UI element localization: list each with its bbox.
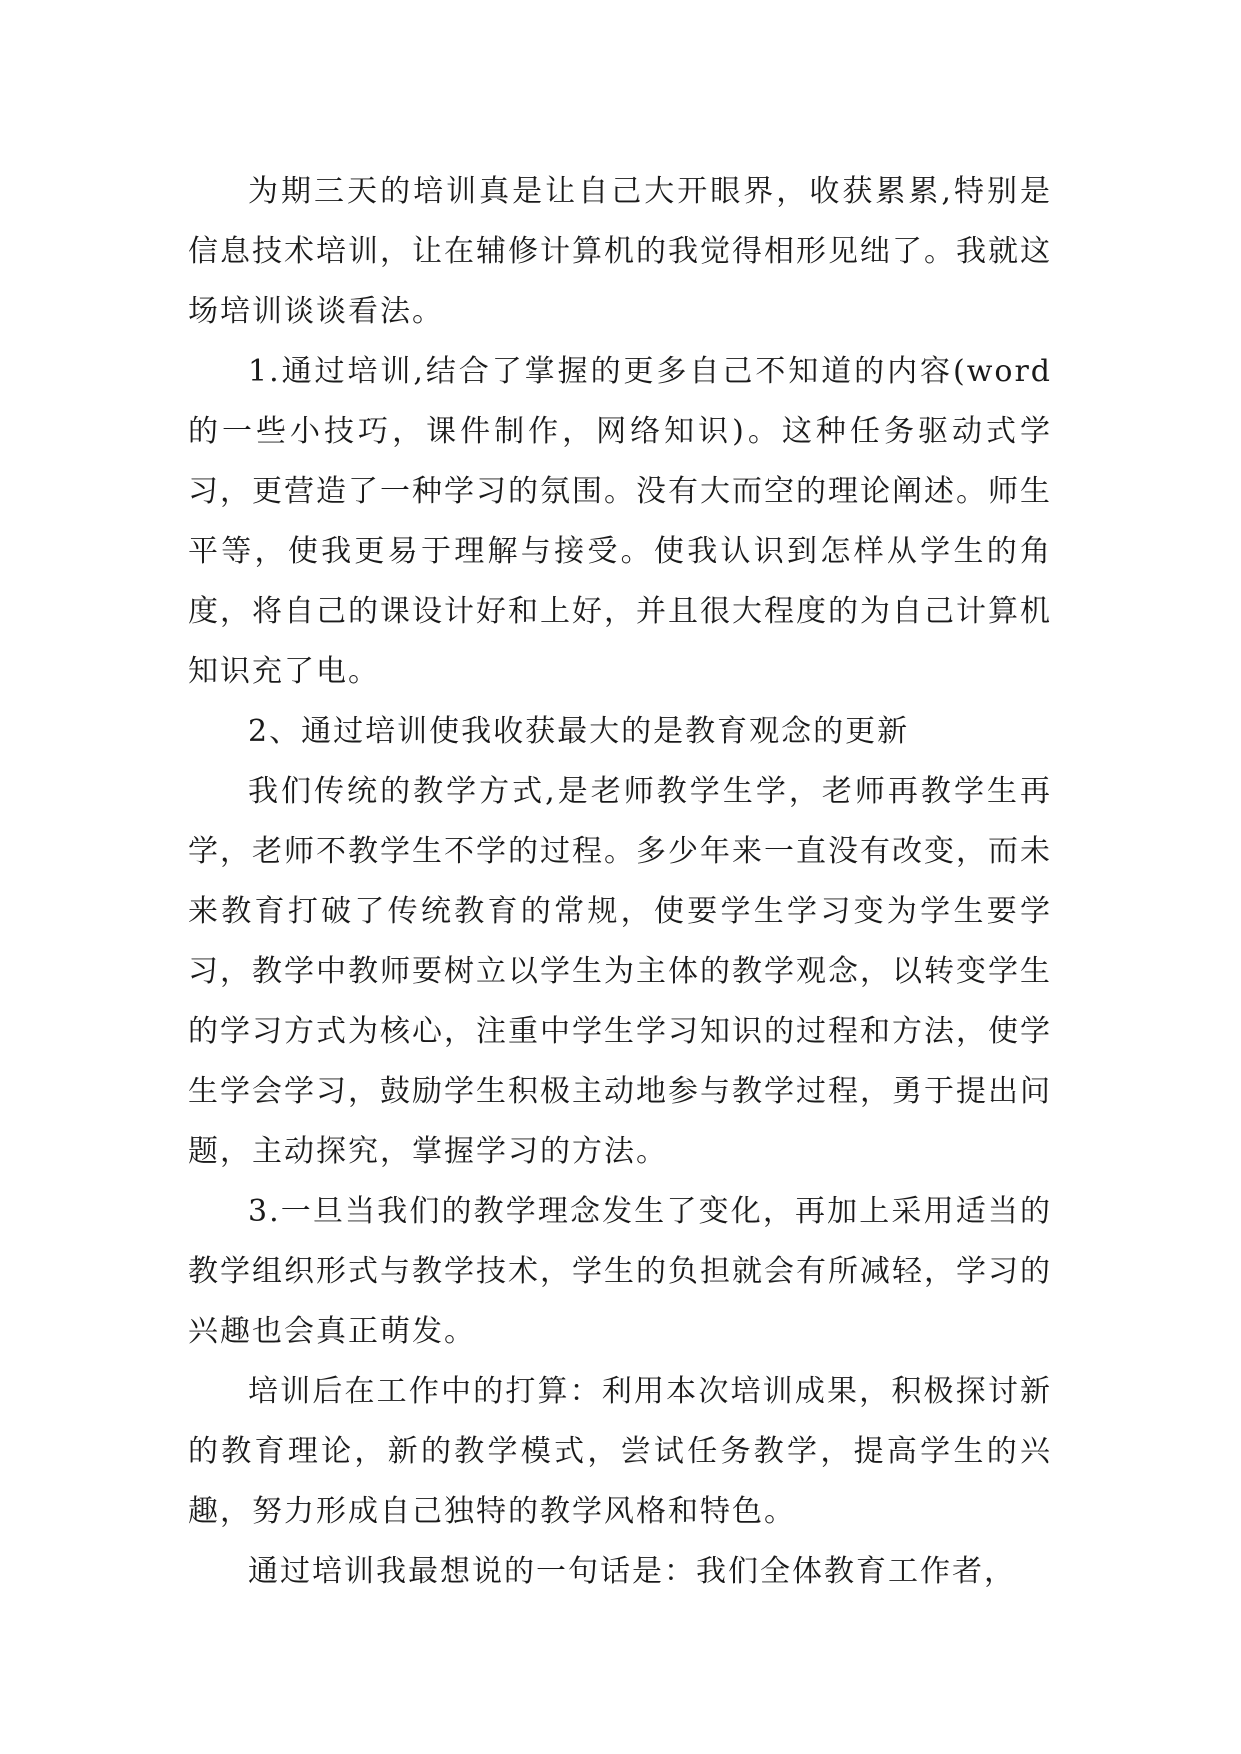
paragraph-point-2-heading: 2、通过培训使我收获最大的是教育观念的更新 (248, 714, 910, 749)
paragraph-plan: 培训后在工作中的打算：利用本次培训成果，积极探讨新的教育理论，新的教学模式，尝试任务教学，提高学生的兴趣，努力形成自己独特的教学风格和特色。 (188, 1374, 1052, 1529)
paragraph-intro: 为期三天的培训真是让自己大开眼界，收获累累,特别是信息技术培训，让在辅修计算机的我觉得相形见绌了。我就这场培训谈谈看法。 (188, 174, 1052, 329)
paragraph-point-2-body: 我们传统的教学方式,是老师教学生学，老师再教学生再学，老师不教学生不学的过程。多少年来一直没有改变，而未来教育打破了传统教育的常规，使要学生学习变为学生要学习，教学中教师要树立以学生为主体的教学观念，以转变学生的学习方式为核心，注重中学生学习知识的过程和方法，使学生学会学习，鼓励学生积极主动地参与教学过程，勇于提出问题，主动探究，掌握学习的方法。 (188, 774, 1052, 1169)
paragraph-closing: 通过培训我最想说的一句话是：我们全体教育工作者， (248, 1554, 1016, 1589)
paragraph-point-1: 1.通过培训,结合了掌握的更多自己不知道的内容(word的一些小技巧，课件制作，网络知识)。这种任务驱动式学习，更营造了一种学习的氛围。没有大而空的理论阐述。师生平等，使我更易于理解与接受。使我认识到怎样从学生的角度，将自己的课设计好和上好，并且很大程度的为自己计算机知识充了电。 (188, 354, 1052, 689)
paragraph-point-3: 3.一旦当我们的教学理念发生了变化，再加上采用适当的教学组织形式与教学技术，学生的负担就会有所减轻，学习的兴趣也会真正萌发。 (188, 1194, 1052, 1349)
document-body (188, 162, 1052, 1602)
